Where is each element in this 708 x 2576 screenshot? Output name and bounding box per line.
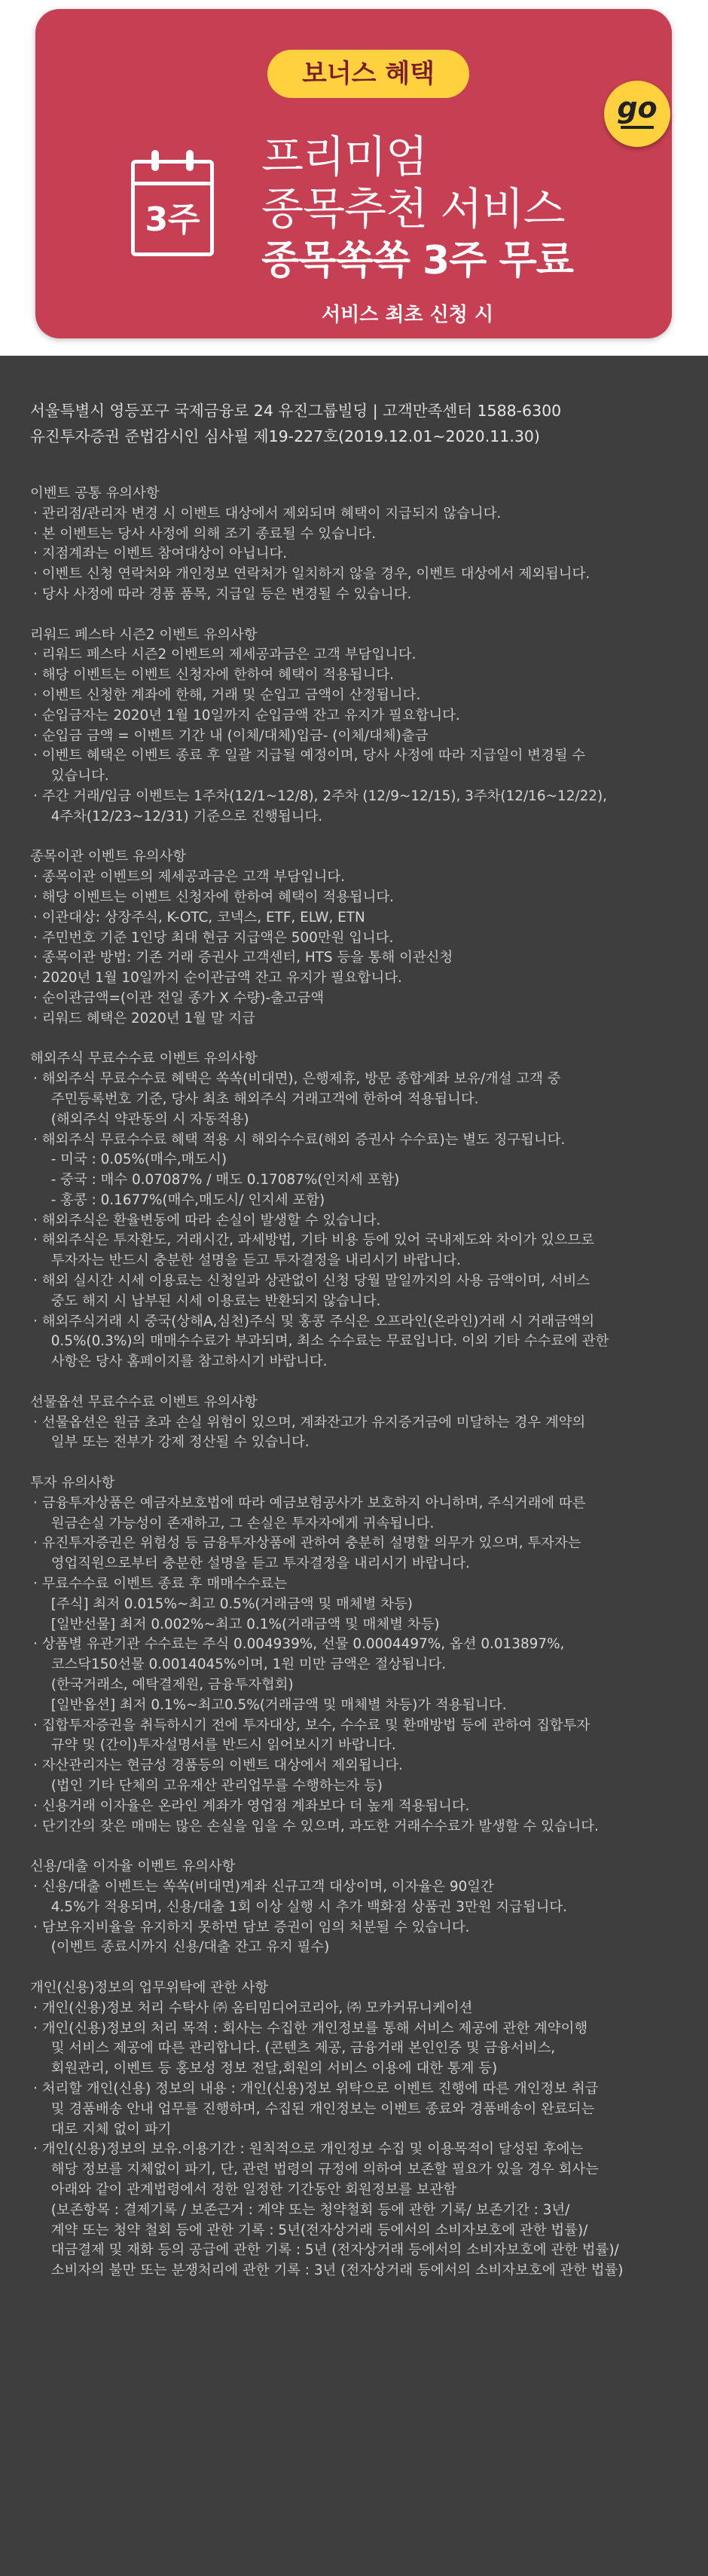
banner-title-line2: 종목추천 서비스 xyxy=(261,183,565,234)
go-badge-label: go xyxy=(617,91,658,124)
notice-section xyxy=(30,1049,693,1372)
calendar-ring-right xyxy=(186,150,194,171)
promo-banner-area xyxy=(0,0,708,356)
go-underline xyxy=(621,126,654,129)
compliance-review: 유진투자증권 준법감시인 심사필 제19-227호(2019.12.01~2020.11.30) xyxy=(30,427,540,445)
notice-item: · 주민번호 기준 1인당 최대 현금 지급액은 500만원 입니다. xyxy=(33,929,394,946)
notice-item: · 종목이관 방법: 기존 거래 증권사 고객센터, HTS 등을 통해 이관신청 xyxy=(33,950,453,966)
notice-section-title: 신용/대출 이자율 이벤트 유의사항 xyxy=(30,1859,236,1875)
notice-item: · 집합투자증권을 취득하시기 전에 투자대상, 보수, 수수료 및 환매방법 등에 관하여 집합투자 규약 및 (간이)투자설명서를 반드시 읽어보시기 바랍니다. xyxy=(33,1717,591,1754)
notice-sections xyxy=(30,484,693,2302)
notice-item: · 종목이관 이벤트의 제세공과금은 고객 부담입니다. xyxy=(33,869,345,886)
notice-item: · 개인(신용)정보 처리 수탁사 ㈜ 옴티밈디어코리아, ㈜ 모카커뮤니케이션 xyxy=(33,1999,473,2016)
notice-item: · 선물옵션은 원금 초과 손실 위험이 있으며, 계좌잔고가 유지증거금에 미달하는 경우 계약의 일부 또는 전부가 강제 정산될 수 있습니다. xyxy=(33,1414,586,1451)
notice-item: · 해외주식 무료수수료 혜택은 쏙쏙(비대면), 은행제휴, 방문 종합계좌 보유/개설 고객 중 주민등록번호 기준, 당사 최초 해외주식 거래고객에 한하여 적용됩니다. (해외주식 약관동의 시 자동적용) xyxy=(33,1071,561,1127)
notice-item: · 관리점/관리자 변경 시 이벤트 대상에서 제외되며 혜택이 지급되지 않습니다. xyxy=(33,505,502,522)
notice-item: · 이벤트 신청한 계좌에 한해, 거래 및 순입고 금액이 산정됩니다. xyxy=(33,687,421,703)
calendar-weeks: 3주 xyxy=(145,200,200,239)
notice-item: · 무료수수료 이벤트 종료 후 매매수수료는 [주식] 최저 0.015%~최고 0.5%(거래금액 및 매체별 차등) [일반선물] 최저 0.002%~최고 0.1%(거래금액 및 매체별 차등) xyxy=(33,1576,440,1632)
notice-item: · 리워드 페스타 시즌2 이벤트의 제세공과금은 고객 부담입니다. xyxy=(33,647,417,663)
notice-item: · 개인(신용)정보의 처리 목적 : 회사는 수집한 개인정보를 통해 서비스 제공에 관한 계약이행 및 서비스 제공에 따른 관리합니다. (콘텐츠 제공, 금융거래 본인인증 및 금융서비스, 회원관리, 이벤트 등 홍보성 정보 전달,회원의 서비스 이용에 대한 통계 등) xyxy=(33,2020,588,2077)
notice-item: · 당사 사정에 따라 경품 품목, 지급일 등은 변경될 수 있습니다. xyxy=(33,586,412,602)
notice-section-title: 종목이관 이벤트 유의사항 xyxy=(30,849,187,865)
notice-section xyxy=(30,484,693,605)
notice-item: · 이벤트 신청 연락처와 개인정보 연락처가 일치하지 않을 경우, 이벤트 대상에서 제외됩니다. xyxy=(33,566,591,583)
notice-item: · 해외주식 무료수수료 혜택 적용 시 해외수수료(해외 증권사 수수료)는 별도 징구됩니다. - 미국 : 0.05%(매수,매도시) - 중국 : 매수 0.07087% / 매도 0.17087%(인지세 포함) - 홍콩 : 0.1677%(매수,매도시/ 인지세 포함) xyxy=(33,1131,566,1208)
notice-item: · 본 이벤트는 당사 사정에 의해 조기 종료될 수 있습니다. xyxy=(33,525,377,542)
notice-section-title: 개인(신용)정보의 업무위탁에 관한 사항 xyxy=(30,1979,269,1996)
notice-item: · 순입금 금액 = 이벤트 기간 내 (이체/대체)입금- (이체/대체)출금 xyxy=(33,727,429,744)
company-address: 서울특별시 영등포구 국제금융로 24 유진그룹빌딩 | 고객만족센터 1588-6300 xyxy=(30,402,562,420)
company-info xyxy=(30,398,693,449)
notice-item: · 해당 이벤트는 이벤트 신청자에 한하여 혜택이 적용됩니다. xyxy=(33,667,394,684)
calendar-ring-left xyxy=(151,150,159,171)
notice-section xyxy=(30,1857,693,1958)
notice-section xyxy=(30,1393,693,1453)
notice-section-title: 해외주식 무료수수료 이벤트 유의사항 xyxy=(30,1051,258,1067)
bonus-ribbon: 보너스 혜택 xyxy=(267,50,469,98)
notice-item: · 주간 거래/입금 이벤트는 1주차(12/1~12/8), 2주차 (12/9~12/15), 3주차(12/16~12/22), 4주차(12/23~12/31) 기준으로 진행됩니다. xyxy=(33,788,608,825)
banner-title-line3: 종목쏙쏙 3주 무료 xyxy=(261,238,574,283)
promo-card[interactable] xyxy=(35,9,672,338)
notice-item: · 해외주식거래 시 중국(상해A,심천)주식 및 홍콩 주식은 오프라인(온라인)거래 시 거래금액의 0.5%(0.3%)의 매매수수료가 부과되며, 최소 수수료는 무료입니다. 이외 기타 수수료에 관한 사항은 당사 홈페이지를 참고하시기 바랍니다. xyxy=(33,1313,609,1370)
notice-item: · 신용거래 이자율은 온라인 계좌가 영업점 계좌보다 더 높게 적용됩니다. xyxy=(33,1797,470,1814)
notice-item: · 단기간의 잦은 매매는 많은 손실을 입을 수 있으며, 과도한 거래수수료가 발생할 수 있습니다. xyxy=(33,1818,599,1834)
notice-item: · 해외 실시간 시세 이용료는 신청일과 상관없이 신청 당월 말일까지의 사용 금액이며, 서비스 중도 해지 시 납부된 시세 이용료는 반환되지 않습니다. xyxy=(33,1273,591,1309)
notice-item: · 해외주식은 환율변동에 따라 손실이 발생할 수 있습니다. xyxy=(33,1212,381,1228)
notice-item: · 신용/대출 이벤트는 쏙쏙(비대면)계좌 신규고객 대상이며, 이자율은 90일간 4.5%가 적용되며, 신용/대출 1회 이상 실행 시 추가 백화점 상품권 3만원 지급됩니다. xyxy=(33,1878,567,1915)
notice-item: · 금융투자상품은 예금자보호법에 따라 예금보험공사가 보호하지 아니하며, 주식거래에 따른 원금손실 가능성이 존재하고, 그 손실은 투자자에게 귀속됩니다. xyxy=(33,1495,586,1531)
notice-item: · 해당 이벤트는 이벤트 신청자에 한하여 혜택이 적용됩니다. xyxy=(33,889,394,905)
notice-section-title: 선물옵션 무료수수료 이벤트 유의사항 xyxy=(30,1394,258,1410)
notice-item: · 순입금자는 2020년 1월 10일까지 순입금액 잔고 유지가 필요합니다. xyxy=(33,707,460,724)
notice-item: · 유진투자증권은 위험성 등 금융투자상품에 관하여 충분히 설명할 의무가 있으며, 투자자는 영업직원으로부터 충분한 설명을 듣고 투자결정을 내리시기 바랍니다. xyxy=(33,1535,581,1572)
notice-item: · 리워드 혜택은 2020년 1월 말 지급 xyxy=(33,1010,255,1026)
notice-section-title: 투자 유의사항 xyxy=(30,1475,115,1491)
notice-item: · 지점계좌는 이벤트 참여대상이 아닙니다. xyxy=(33,546,288,562)
notice-item: · 2020년 1월 10일까지 순이관금액 잔고 유지가 필요합니다. xyxy=(33,970,402,987)
notice-section xyxy=(30,1978,693,2281)
notice-item: · 이벤트 혜택은 이벤트 종료 후 일괄 지급될 예정이며, 당사 사정에 따라 지급일이 변경될 수 있습니다. xyxy=(33,748,586,785)
notice-section xyxy=(30,626,693,828)
notice-item: · 이관대상: 상장주식, K-OTC, 코넥스, ETF, ELW, ETN xyxy=(33,909,365,925)
banner-title-line1: 프리미엄 xyxy=(261,131,428,182)
notice-item: · 해외주식은 투자환도, 거래시간, 과세방법, 기타 비용 등에 있어 국내제도와 차이가 있으므로 투자자는 반드시 충분한 설명을 듣고 투자결정을 내리시기 바랍니다. xyxy=(33,1232,595,1269)
calendar-divider xyxy=(135,182,210,185)
notice-section xyxy=(30,1473,693,1837)
notice-section-title: 이벤트 공통 유의사항 xyxy=(30,485,160,501)
notice-section xyxy=(30,847,693,1029)
notice-item: · 상품별 유관기관 수수료는 주식 0.004939%, 선물 0.0004497%, 옵션 0.013897%, 코스닥150선물 0.0014045%이며, 1원 미만 금액은 절상됩니다. (한국거래소, 예탁결제원, 금융투자협회) [일반옵션] 최저 0.1%~최고0.5%(거래금액 및 매체별 차등)가 적용됩니다. xyxy=(33,1636,565,1713)
notice-item: · 자산관리자는 현금성 경품등의 이벤트 대상에서 제외됩니다. (법인 기타 단체의 고유재산 관리업무를 수행하는자 등) xyxy=(33,1758,403,1794)
banner-note: 서비스 최초 신청 시 xyxy=(322,304,494,326)
notice-item: · 담보유지비율을 유지하지 못하면 담보 증권이 임의 처분될 수 있습니다. (이벤트 종료시까지 신용/대출 잔고 유지 필수) xyxy=(33,1919,470,1956)
notice-section-title: 리워드 페스타 시즌2 이벤트 유의사항 xyxy=(30,626,258,643)
notice-item: · 개인(신용)정보의 보유.이용기간 : 원칙적으로 개인정보 수집 및 이용목적이 달성된 후에는 해당 정보를 지체없이 파기, 단, 관련 법령의 규정에 의하여 보존할 필요가 있을 경우 회사는 아래와 같이 관계법령에서 정한 일정한 기간동안 회원정보를 보관함 (보존항목 : 결제기록 / 보존근거 : 계약 또는 청약철회 등에 관한 기록/ 보존기간 : 3년/ 계약 또는 청약 철회 등에 관한 기록 : 5년(전자상거래 등에서의 소비자보호에 관한 법률)/ 대금결제 및 재화 등의 공급에 관한 기록 : 5년 (전자상거래 등에서의 소비자보호에 관한 법률)/ 소비자의 불만 또는 분쟁처리에 관한 기록 : 3년 (전자상거래 등에서의 소비자보호에 관한 법률) xyxy=(33,2141,624,2279)
calendar-icon xyxy=(131,160,214,256)
notice-item: · 처리할 개인(신용) 정보의 내용 : 개인(신용)정보 위탁으로 이벤트 진행에 따른 개인정보 취급 및 경품배송 안내 업무를 진행하며, 수집된 개인정보는 이벤트 종료와 경품배송이 완료되는 대로 지체 없이 파기 xyxy=(33,2080,599,2137)
notice-item: · 순이관금액=(이관 전일 종가 X 수량)-출고금액 xyxy=(33,990,325,1006)
footer-notice-area xyxy=(0,356,708,2576)
